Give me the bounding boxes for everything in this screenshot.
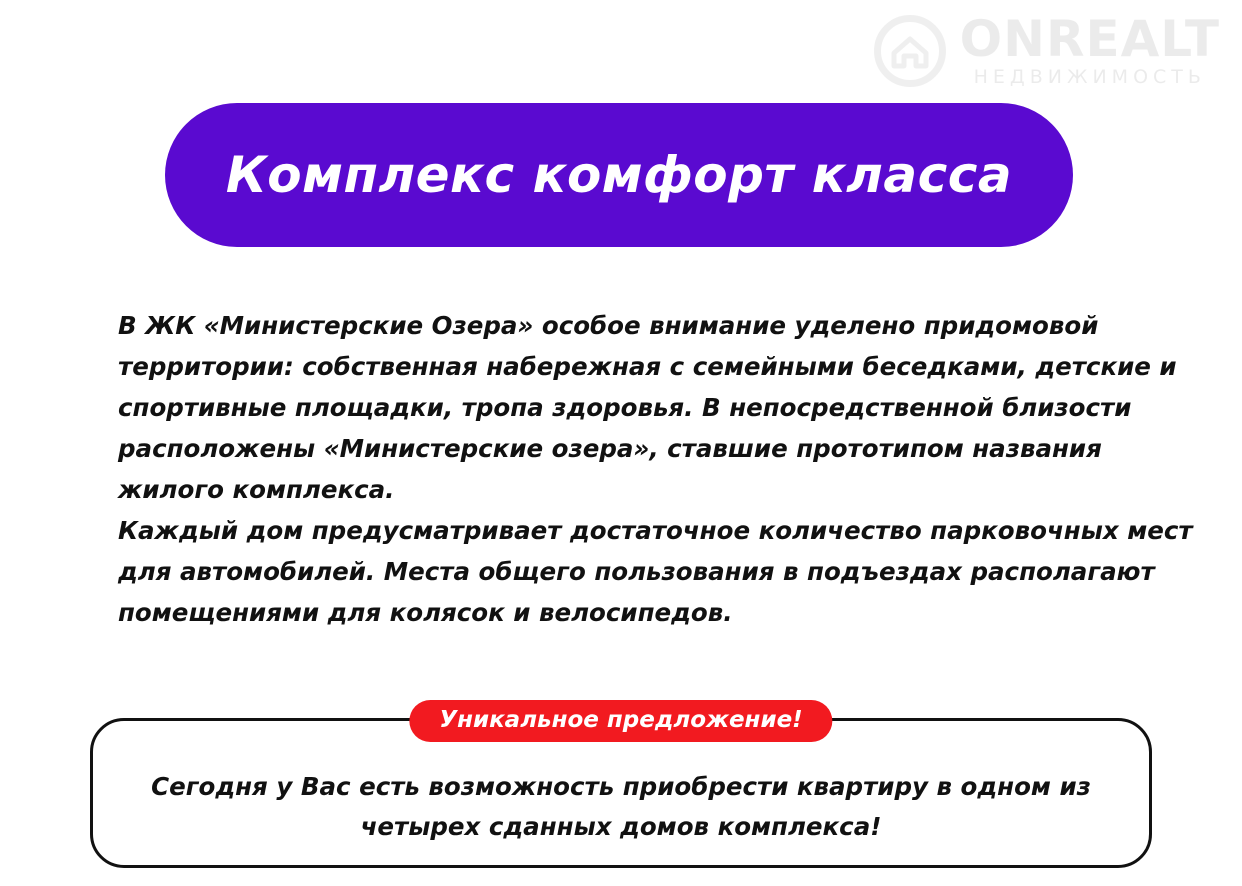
headline-banner: [165, 103, 1073, 247]
house-in-circle-icon: [874, 15, 946, 87]
watermark: [874, 10, 1220, 88]
description-paragraph: Каждый дом предусматривает достаточное количество парковочных мест для автомобилей. Места общего пользования в подъездах располагают помещениями для колясок и велосипедов.: [118, 516, 1193, 627]
headline-title: Комплекс комфорт класса: [225, 146, 1013, 204]
watermark-text: [959, 10, 1220, 88]
offer-text: Сегодня у Вас есть возможность приобрести квартиру в одном из четырех сданных домов комплекса!: [151, 772, 1091, 841]
watermark-subtitle: НЕДВИЖИМОСТЬ: [973, 66, 1206, 88]
watermark-brand: ONREALT: [959, 10, 1220, 68]
offer-callout: [90, 707, 1152, 868]
description-paragraph: В ЖК «Министерские Озера» особое внимание уделено придомовой территории: собственная набережная с семейными беседками, детские и спортивные площадки, тропа здоровья. В непосредственной близости расположены «Министерские озера», ставшие прототипом названия жилого комплекса.: [118, 311, 1177, 504]
description-block: [118, 305, 1208, 633]
offer-badge: Уникальное предложение!: [409, 700, 832, 742]
